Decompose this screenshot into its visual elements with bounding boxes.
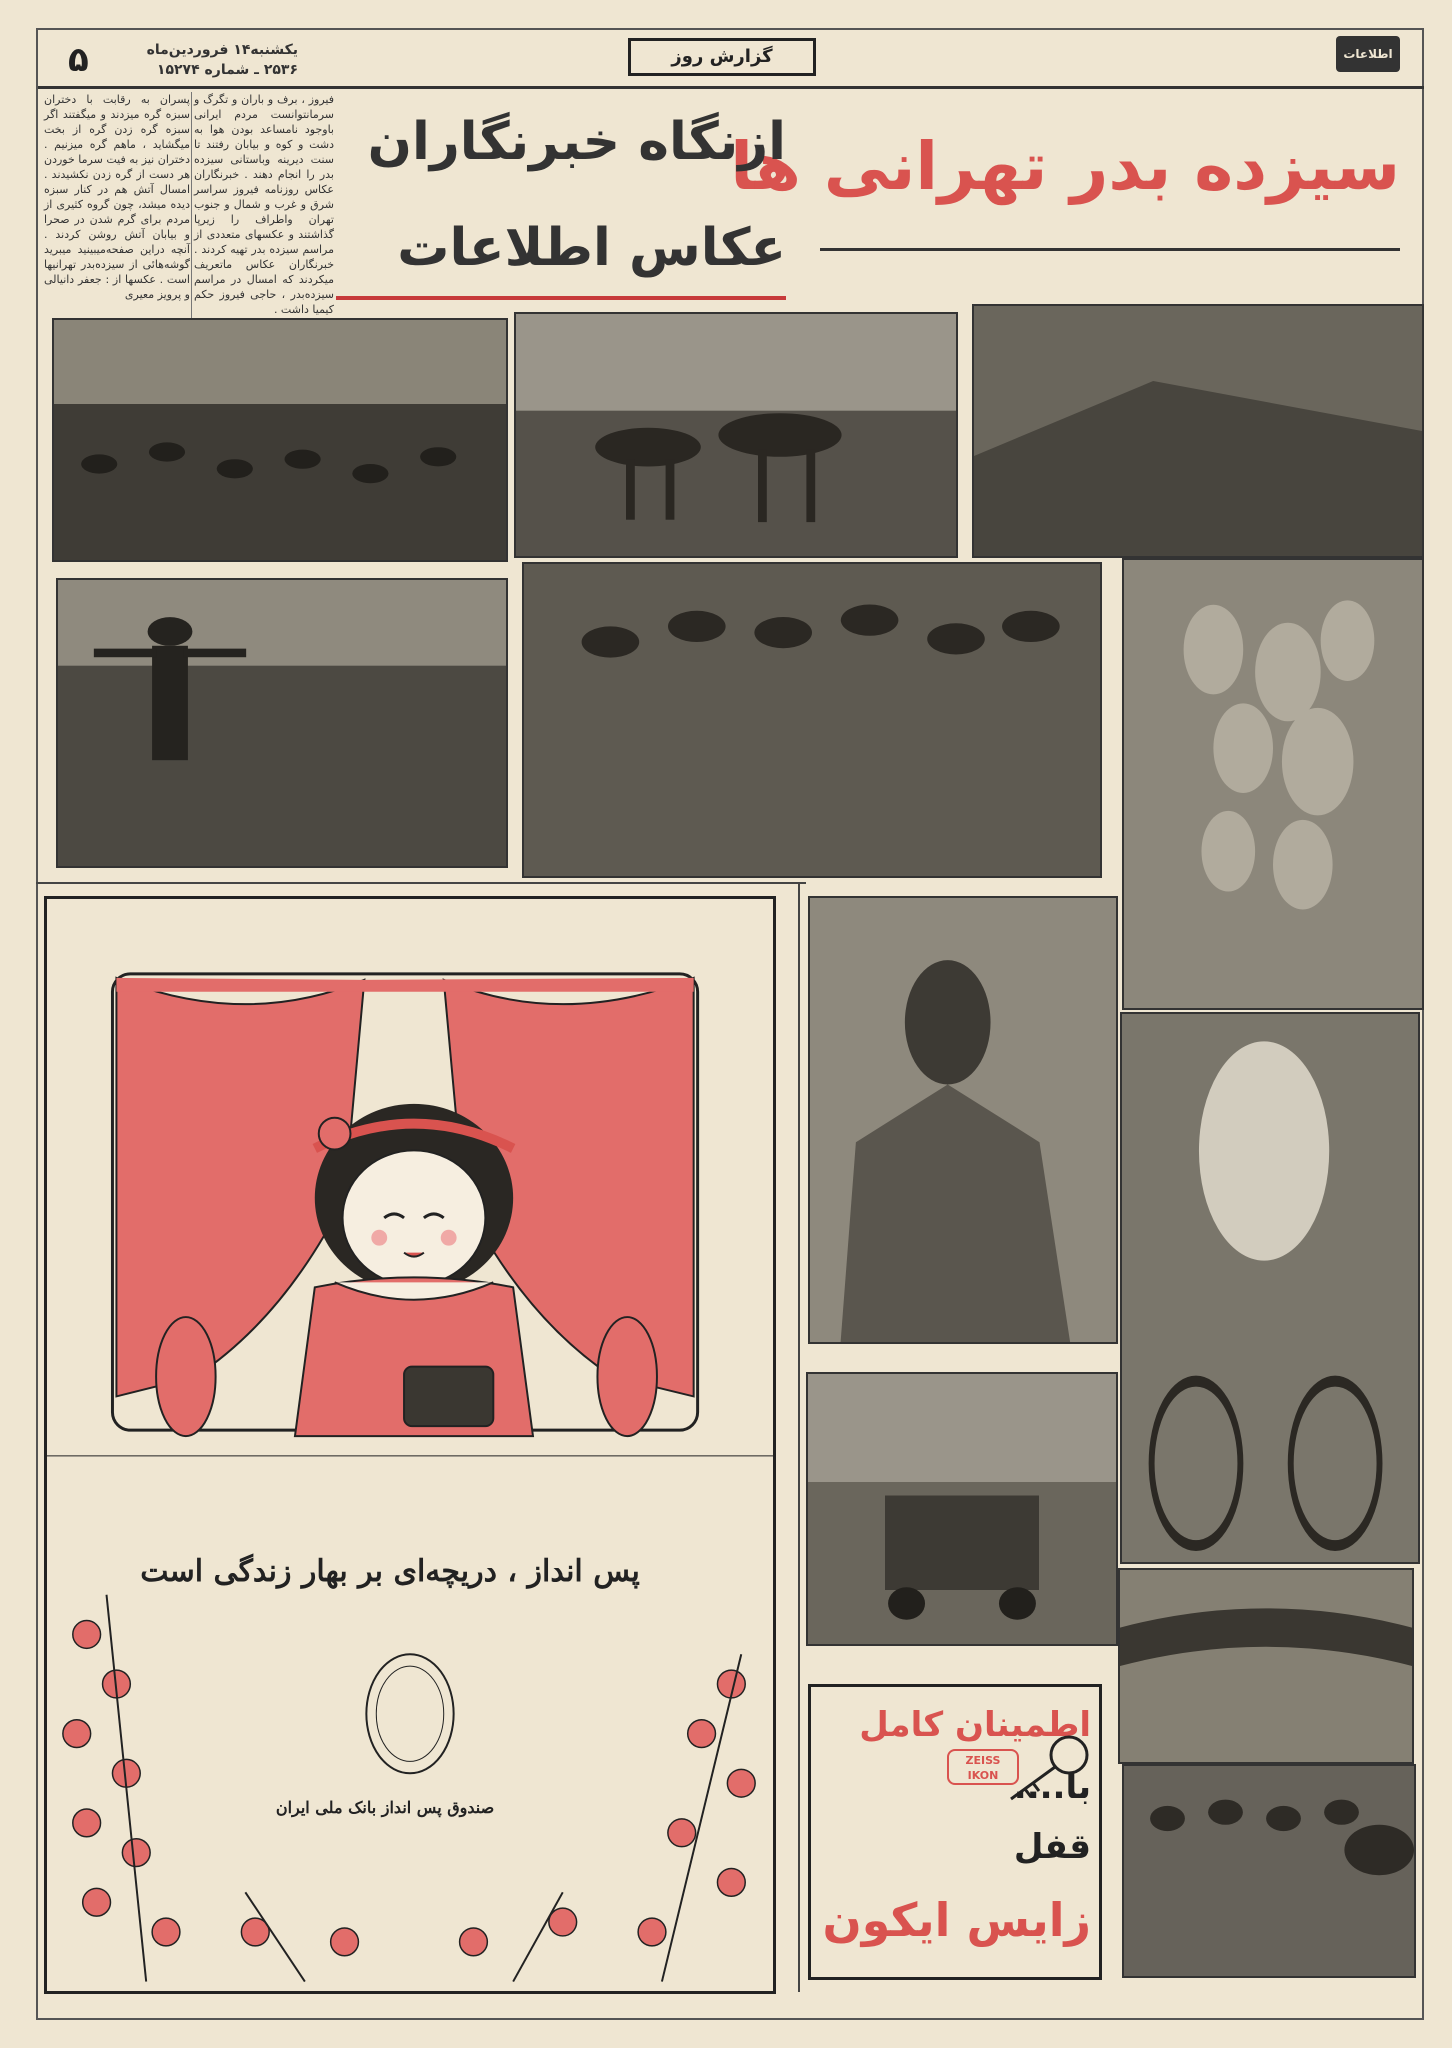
photo-picnic-hill	[972, 304, 1424, 558]
column-divider	[191, 92, 192, 318]
photo-man-fur-coat	[808, 896, 1118, 1344]
photo-field-crowd	[1118, 1568, 1414, 1764]
lock-ad-line1: اطمینان کامل	[859, 1705, 1091, 1745]
photo-dancing-man	[56, 578, 508, 868]
ad-illustration	[47, 899, 773, 1991]
subheadline-line2: عکاس اطلاعات	[397, 218, 786, 278]
article-column-2: پسران به رقابت با دختران سبزه گره میزدند و میگفتند اگر سبزه گره زدن گره از بخت میگشاید ، ماهم گره میزنیم . دختران نیز به فیت سرما خوردن هر دست از گره زدن نکشیدند . امسال آتش هم در کنار سبزه دیده میشد، چون گروه کثیری از مردم برای گرم شدن در صحرا و بیابان آتش روشن کردند . آنچه دراین صفحه‌میبینید میبرید گوشه‌هائی از سیزده‌بدر تهرانیها است . عکسها از : جعفر دانیالی و پرویز معیری	[44, 93, 190, 301]
photo-balloons	[1122, 558, 1424, 1010]
lock-ad-brand: زایس ایکون	[822, 1893, 1091, 1947]
ad-slogan: پس انداز ، دریچه‌ای بر بهار زندگی است	[140, 1554, 640, 1589]
ad-divider	[36, 882, 806, 884]
page-number: ۵	[68, 40, 89, 80]
bank-name: صندوق پس انداز بانک ملی ایران	[275, 1798, 495, 1817]
header-rule	[38, 86, 1424, 89]
date-line: یکشنبه۱۴ فروردین‌ماه ۲۵۳۶ ـ شماره ۱۵۲۷۴	[146, 42, 298, 78]
newspaper-logo: اطلاعات	[1336, 36, 1400, 72]
lock-ad-line3: قفل	[1013, 1827, 1091, 1867]
vertical-divider	[798, 882, 800, 1992]
main-headline: سیزده بدر تهرانی ها	[730, 128, 1400, 205]
photo-young-men	[1122, 1764, 1416, 1978]
subheadline-rule	[336, 296, 786, 300]
photo-camels	[514, 312, 958, 558]
bank-savings-ad	[44, 896, 776, 1994]
section-title: گزارش روز	[628, 38, 816, 76]
photo-veiled-woman-cart	[1120, 1012, 1420, 1564]
zeiss-ikon-logo: ZEISS IKON	[947, 1749, 1019, 1785]
photo-mazda-pickup	[806, 1372, 1118, 1646]
headline-rule	[820, 248, 1400, 251]
zeiss-ikon-lock-ad	[808, 1684, 1102, 1980]
subheadline-line1: ازنگاه خبرنگاران	[367, 112, 786, 172]
photo-crowd	[52, 318, 508, 562]
photo-group-gathering	[522, 562, 1102, 878]
article-column-1: فیروز ، برف و باران و تگرگ و سرمانتوانست مردم ایرانی باوجود نامساعد بودن هوا به دشت و کوه و بیابان رفتند تا سنت دیرینه وباستانی سیزده بدر را انجام دهند . خبرنگاران عکاس روزنامه فیروز سراسر شرق و غرب و شمال و جنوب تهران واطراف را زیرپا گذاشتند و عکسهای متعددی از مراسم سیزده بدر تهیه کردند . خبرنگاران عکاس ماتعریف میکردند که امسال در مراسم سیزده‌بدر ، حاجی فیروز حکم کیمیا داشت .	[194, 93, 334, 316]
lock-ad-line2: با....	[1013, 1767, 1091, 1807]
